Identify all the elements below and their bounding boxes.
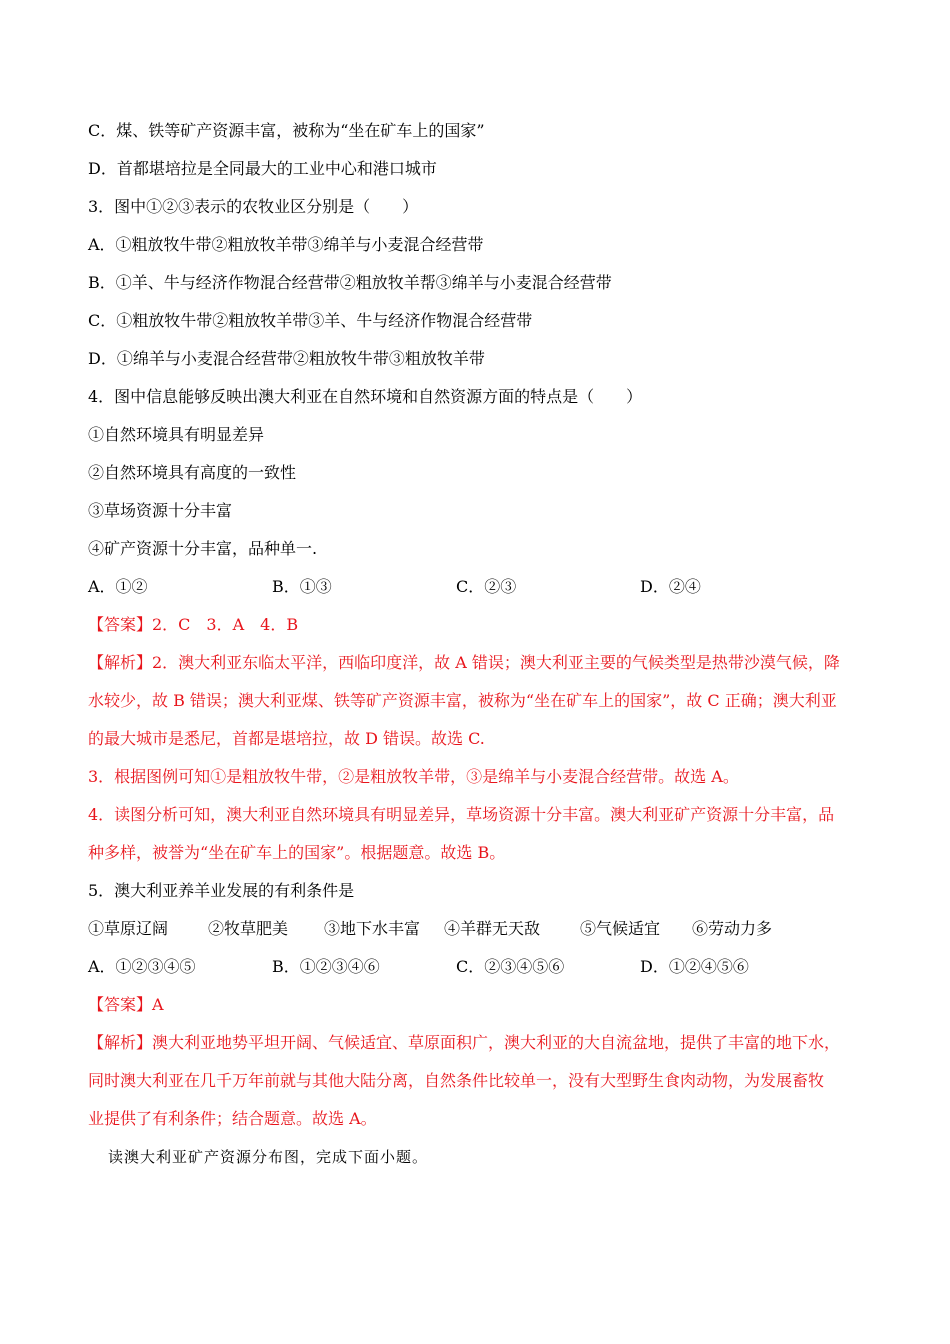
q5-items [88,910,878,948]
analysis-block-1 [88,644,878,872]
q5-item: ⑥劳动力多 [692,919,773,938]
q4-item: ①自然环境具有明显差异 [88,425,265,444]
q4-stem: 4．图中信息能够反映出澳大利亚在自然环境和自然资源方面的特点是（ ） [88,387,643,406]
q5-option-a: A．①②③④⑤ [88,957,196,976]
analysis-line: 的最大城市是悉尼，首都是堪培拉，故 D 错误。故选 C. [88,729,485,748]
analysis-line: 水较少，故 B 错误；澳大利亚煤、铁等矿产资源丰富，被称为“坐在矿车上的国家”，故 C 正确；澳大利亚 [88,691,837,710]
analysis-line: 同时澳大利亚在几千万年前就与其他大陆分离，自然条件比较单一，没有大型野生食肉动物，为发展畜牧 [88,1071,825,1090]
q4-item: ②自然环境具有高度的一致性 [88,463,297,482]
q3-stem: 3．图中①②③表示的农牧业区分别是（ ） [88,197,419,216]
q5-item: ①草原辽阔 [88,919,169,938]
q4-item: ③草场资源十分丰富 [88,501,233,520]
document-page [88,112,878,1176]
analysis-line: 【解析】澳大利亚地势平坦开阔、气候适宜、草原面积广，澳大利亚的大自流盆地，提供了丰富的地下水， [88,1033,841,1052]
q5-item: ③地下水丰富 [324,919,421,938]
analysis-line: 种多样，被誉为“坐在矿车上的国家”。根据题意。故选 B。 [88,843,506,862]
q5-item: ⑤气候适宜 [580,919,661,938]
q4-option-c: C．②③ [456,577,517,596]
analysis-line: 业提供了有利条件；结合题意。故选 A。 [88,1109,377,1128]
q5-item: ②牧草肥美 [208,919,289,938]
q2-option-d: D．首都堪培拉是全同最大的工业中心和港口城市 [88,159,437,178]
answer-block-1: 【答案】2．C 3．A 4．B [88,615,299,634]
q5-option-c: C．②③④⑤⑥ [456,957,565,976]
q5-stem: 5．澳大利亚养羊业发展的有利条件是 [88,881,355,900]
q3-option-c: C．①粗放牧牛带②粗放牧羊带③羊、牛与经济作物混合经营带 [88,311,533,330]
q3-option-a: A．①粗放牧牛带②粗放牧羊带③绵羊与小麦混合经营带 [88,235,484,254]
q4-options [88,568,878,606]
q3-option-b: B．①羊、牛与经济作物混合经营带②粗放牧羊帮③绵羊与小麦混合经营带 [88,273,612,292]
analysis-line: 3．根据图例可知①是粗放牧牛带，②是粗放牧羊带，③是绵羊与小麦混合经营带。故选 A。 [88,767,739,786]
q4-item: ④矿产资源十分丰富，品种单一. [88,539,318,558]
q2-option-c: C．煤、铁等矿产资源丰富，被称为“坐在矿车上的国家” [88,121,485,140]
analysis-line: 4．读图分析可知，澳大利亚自然环境具有明显差异，草场资源十分丰富。澳大利亚矿产资源十分丰富，品 [88,805,835,824]
q5-options [88,948,878,986]
analysis-line: 【解析】2．澳大利亚东临太平洋，西临印度洋，故 A 错误；澳大利亚主要的气候类型是热带沙漠气候，降 [88,653,840,672]
q5-option-b: B．①②③④⑥ [272,957,380,976]
q3-option-d: D．①绵羊与小麦混合经营带②粗放牧牛带③粗放牧羊带 [88,349,485,368]
q5-item: ④羊群无天敌 [444,919,541,938]
analysis-block-2 [88,1024,878,1138]
q5-option-d: D．①②④⑤⑥ [640,957,749,976]
q4-option-b: B．①③ [272,577,332,596]
q4-option-d: D．②④ [640,577,701,596]
q4-option-a: A．①② [88,577,148,596]
answer-block-2: 【答案】A [88,995,164,1014]
reading-instruction: 读澳大利亚矿产资源分布图，完成下面小题。 [108,1148,429,1166]
